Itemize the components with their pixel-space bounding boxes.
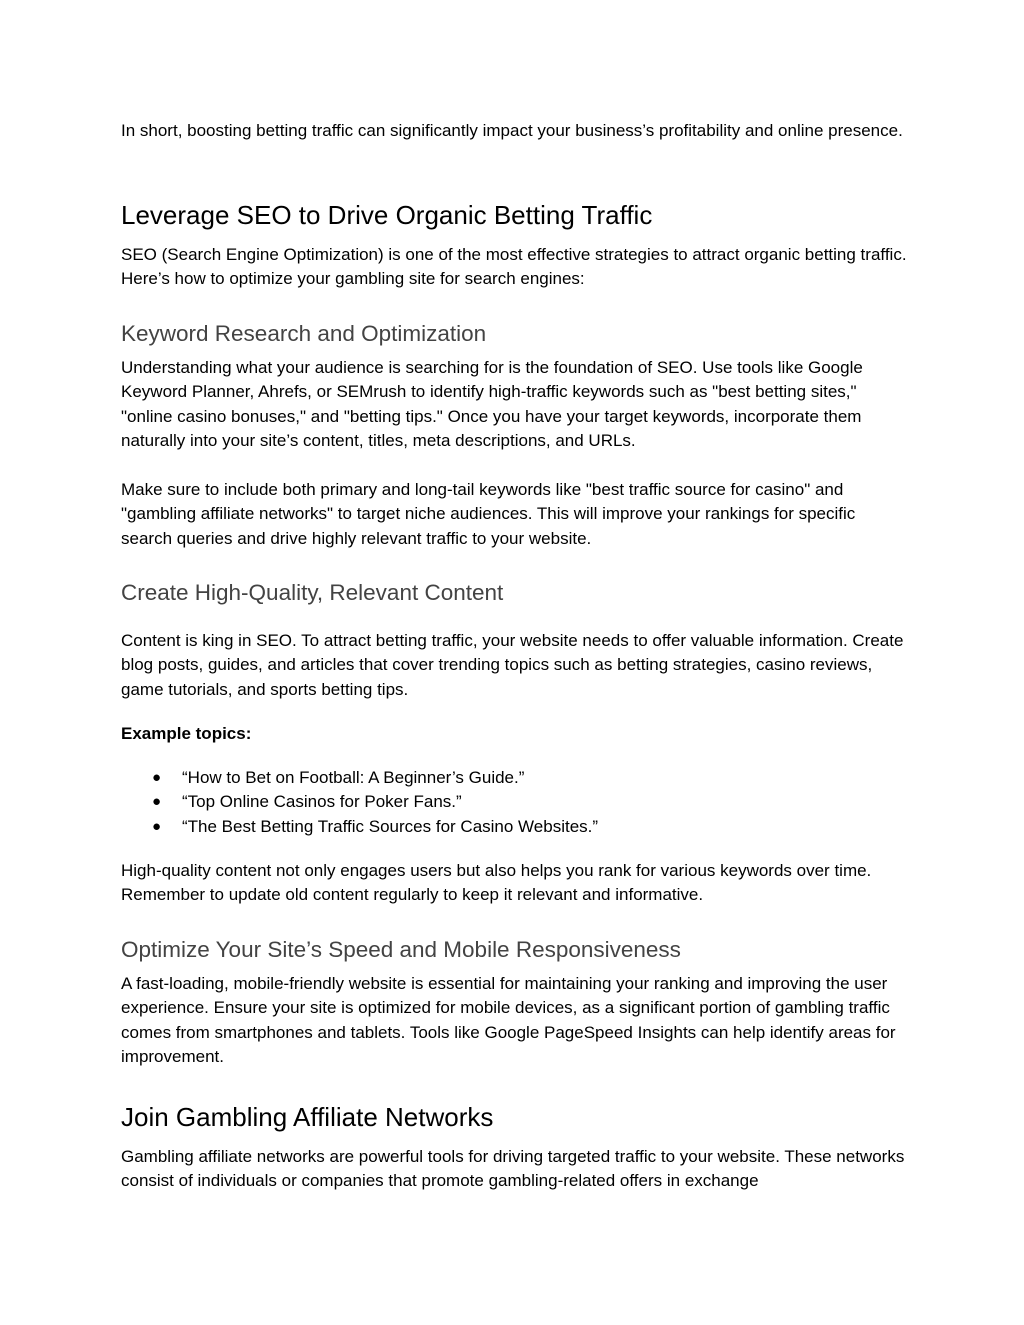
example-topics-label: Example topics:	[121, 724, 252, 743]
heading-leverage-seo: Leverage SEO to Drive Organic Betting Traffic	[121, 200, 653, 230]
list-item-text: “The Best Betting Traffic Sources for Casino Websites.”	[182, 816, 599, 836]
quality-paragraph: High-quality content not only engages users but also helps you rank for various keywords over time. Remember to update old content regularly to keep it relevant and informative.	[121, 861, 872, 905]
intro-paragraph: In short, boosting betting traffic can significantly impact your business’s profitability and online presence.	[121, 121, 903, 140]
keyword-paragraph-1: Understanding what your audience is searching for is the foundation of SEO. Use tools like Google Keyword Planner, Ahrefs, or SEMrush to identify high-traffic keywords such as "best betting sites," "online casino bonuses," and "betting tips." Once you have your target keywords, incorporate them naturally into your site’s content, titles, meta descriptions, and URLs.	[121, 358, 863, 451]
heading-site-speed: Optimize Your Site’s Speed and Mobile Responsiveness	[121, 937, 681, 962]
content-paragraph: Content is king in SEO. To attract betting traffic, your website needs to offer valuable information. Create blog posts, guides, and articles that cover trending topics such as betting strategies, casino reviews, game tutorials, and sports betting tips.	[121, 631, 904, 699]
bullet-icon: ●	[152, 793, 162, 811]
heading-keyword-research: Keyword Research and Optimization	[121, 321, 487, 346]
list-item-text: “How to Bet on Football: A Beginner’s Guide.”	[182, 768, 525, 787]
speed-paragraph: A fast-loading, mobile-friendly website is essential for maintaining your ranking and improving the user experience. Ensure your site is optimized for mobile devices, as a significant portion of gambling traffic comes from smartphones and tablets. Tools like Google PageSpeed Insights can help identify areas for improvement.	[121, 974, 896, 1067]
heading-content: Create High-Quality, Relevant Content	[121, 580, 504, 605]
keyword-paragraph-2: Make sure to include both primary and long-tail keywords like "best traffic source for casino" and "gambling affiliate networks" to target niche audiences. This will improve your rankings for specific search queries and drive highly relevant traffic to your website.	[121, 480, 856, 548]
list-item	[121, 815, 911, 839]
bullet-icon: ●	[152, 817, 162, 835]
affiliate-paragraph: Gambling affiliate networks are powerful tools for driving targeted traffic to your website. These networks consist of individuals or companies that promote gambling-related offers in exchange	[121, 1147, 905, 1191]
list-item-text: “Top Online Casinos for Poker Fans.”	[182, 792, 462, 812]
list-item	[121, 790, 911, 814]
heading-affiliate-networks: Join Gambling Affiliate Networks	[121, 1102, 494, 1132]
example-topics-list	[121, 766, 911, 839]
seo-paragraph: SEO (Search Engine Optimization) is one of the most effective strategies to attract organic betting traffic. Here’s how to optimize your gambling site for search engines:	[121, 245, 907, 289]
bullet-icon: ●	[152, 769, 162, 786]
list-item	[121, 766, 911, 790]
